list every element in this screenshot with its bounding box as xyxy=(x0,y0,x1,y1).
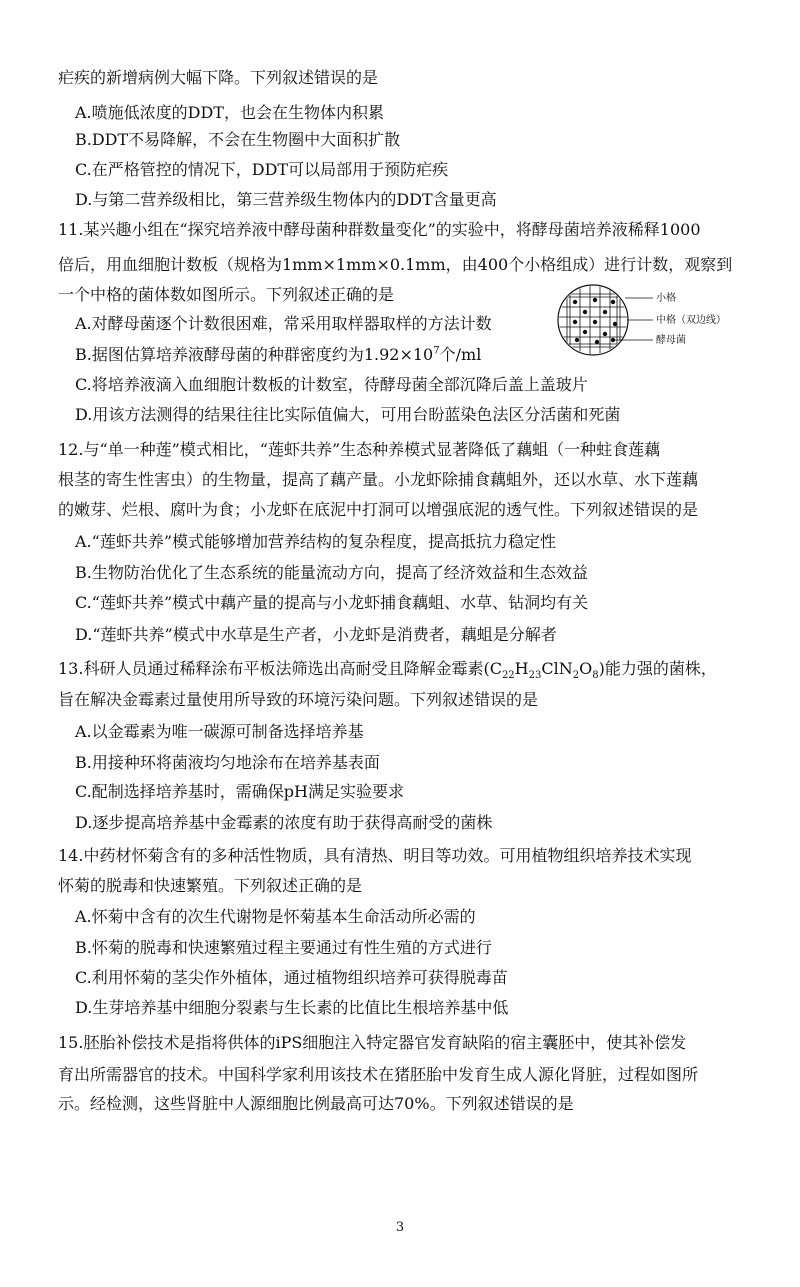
text-line: 根茎的寄生性害虫）的生物量，提高了藕产量。小龙虾除捕食藕蛆外，还以水草、水下莲藕 xyxy=(58,470,699,489)
option-d: D.“莲虾共养”模式中水草是生产者，小龙虾是消费者，藕蛆是分解者 xyxy=(75,625,557,644)
text-line: 示。经检测，这些肾脏中人源细胞比例最高可达70%。下列叙述错误的是 xyxy=(58,1094,574,1113)
option-b: B.生物防治优化了生态系统的能量流动方向，提高了经济效益和生态效益 xyxy=(75,563,588,582)
question-11: 11.某兴趣小组在“探究培养液中酵母菌种群数量变化”的实验中，将酵母菌培养液稀释1000 xyxy=(58,220,701,239)
option-c: C.“莲虾共养”模式中藕产量的提高与小龙虾捕食藕蛆、水草、钻洞均有关 xyxy=(75,593,589,612)
option-d: D.逐步提高培养基中金霉素的浓度有助于获得高耐受的菌株 xyxy=(75,813,493,832)
option-c: C.配制选择培养基时，需确保pH满足实验要求 xyxy=(75,782,404,801)
label-small-square: 小格 xyxy=(656,293,676,304)
option-a: A.喷施低浓度的DDT，也会在生物体内积累 xyxy=(75,103,384,122)
option-c: C.在严格管控的情况下，DDT可以局部用于预防疟疾 xyxy=(75,160,449,179)
question-12: 12.与“单一种莲”模式相比，“莲虾共养”生态种养模式显著降低了藕蛆（一种蛀食莲藕 xyxy=(58,440,661,459)
option-d: D.生芽培养基中细胞分裂素与生长素的比值比生根培养基中低 xyxy=(75,998,509,1017)
text-line: 一个中格的菌体数如图所示。下列叙述正确的是 xyxy=(58,285,395,304)
option-b: B.用接种环将菌液均匀地涂布在培养基表面 xyxy=(75,753,380,772)
option-b: B.DDT不易降解，不会在生物圈中大面积扩散 xyxy=(75,130,401,149)
option-c: C.利用怀菊的茎尖作外植体，通过植物组织培养可获得脱毒苗 xyxy=(75,968,508,987)
option-c: C.将培养液滴入血细胞计数板的计数室，待酵母菌全部沉降后盖上盖玻片 xyxy=(75,375,588,394)
label-yeast: 酵母菌 xyxy=(656,335,686,346)
hemocytometer-figure xyxy=(555,282,765,362)
text-line: 的嫩芽、烂根、腐叶为食；小龙虾在底泥中打洞可以增强底泥的透气性。下列叙述错误的是 xyxy=(58,500,699,519)
hemocytometer-grid xyxy=(558,285,653,355)
question-13: 13.科研人员通过稀释涂布平板法筛选出高耐受且降解金霉素$(C_{22}H_{23}ClN_2O_8)$能力强的菌株， xyxy=(58,659,717,682)
text-line: 疟疾的新增病例大幅下降。下列叙述错误的是 xyxy=(58,68,379,87)
option-a: A.“莲虾共养”模式能够增加营养结构的复杂程度，提高抵抗力稳定性 xyxy=(75,532,557,551)
text-line: 育出所需器官的技术。中国科学家利用该技术在猪胚胎中发育生成人源化肾脏，过程如图所 xyxy=(58,1065,699,1084)
text-line: 倍后，用血细胞计数板（规格为1mm×1mm×0.1mm，由400个小格组成）进行计数，观察到 xyxy=(58,255,733,274)
text-line: 旨在解决金霉素过量使用所导致的环境污染问题。下列叙述错误的是 xyxy=(58,690,539,709)
question-15: 15.胚胎补偿技术是指将供体的iPS细胞注入特定器官发育缺陷的宿主囊胚中，使其补偿发 xyxy=(58,1033,687,1052)
option-d: D.与第二营养级相比，第三营养级生物体内的DDT含量更高 xyxy=(75,190,497,209)
option-d: D.用该方法测得的结果往往比实际值偏大，可用台盼蓝染色法区分活菌和死菌 xyxy=(75,405,621,424)
label-medium-square: 中格（双边线） xyxy=(656,315,726,326)
option-b: B.怀菊的脱毒和快速繁殖过程主要通过有性生殖的方式进行 xyxy=(75,938,492,957)
text-line: 怀菊的脱毒和快速繁殖。下列叙述正确的是 xyxy=(58,876,363,895)
option-a: A.以金霉素为唯一碳源可制备选择培养基 xyxy=(75,722,364,741)
question-14: 14.中药材怀菊含有的多种活性物质，具有清热、明目等功效。可用植物组织培养技术实现 xyxy=(58,846,692,865)
option-a: A.对酵母菌逐个计数很困难，常采用取样器取样的方法计数 xyxy=(75,314,492,333)
option-b: B.据图估算培养液酵母菌的种群密度约为$1.92\times 10^7$个/ml xyxy=(75,345,482,364)
page-number: 3 xyxy=(395,1220,405,1235)
option-a: A.怀菊中含有的次生代谢物是怀菊基本生命活动所必需的 xyxy=(75,907,476,926)
